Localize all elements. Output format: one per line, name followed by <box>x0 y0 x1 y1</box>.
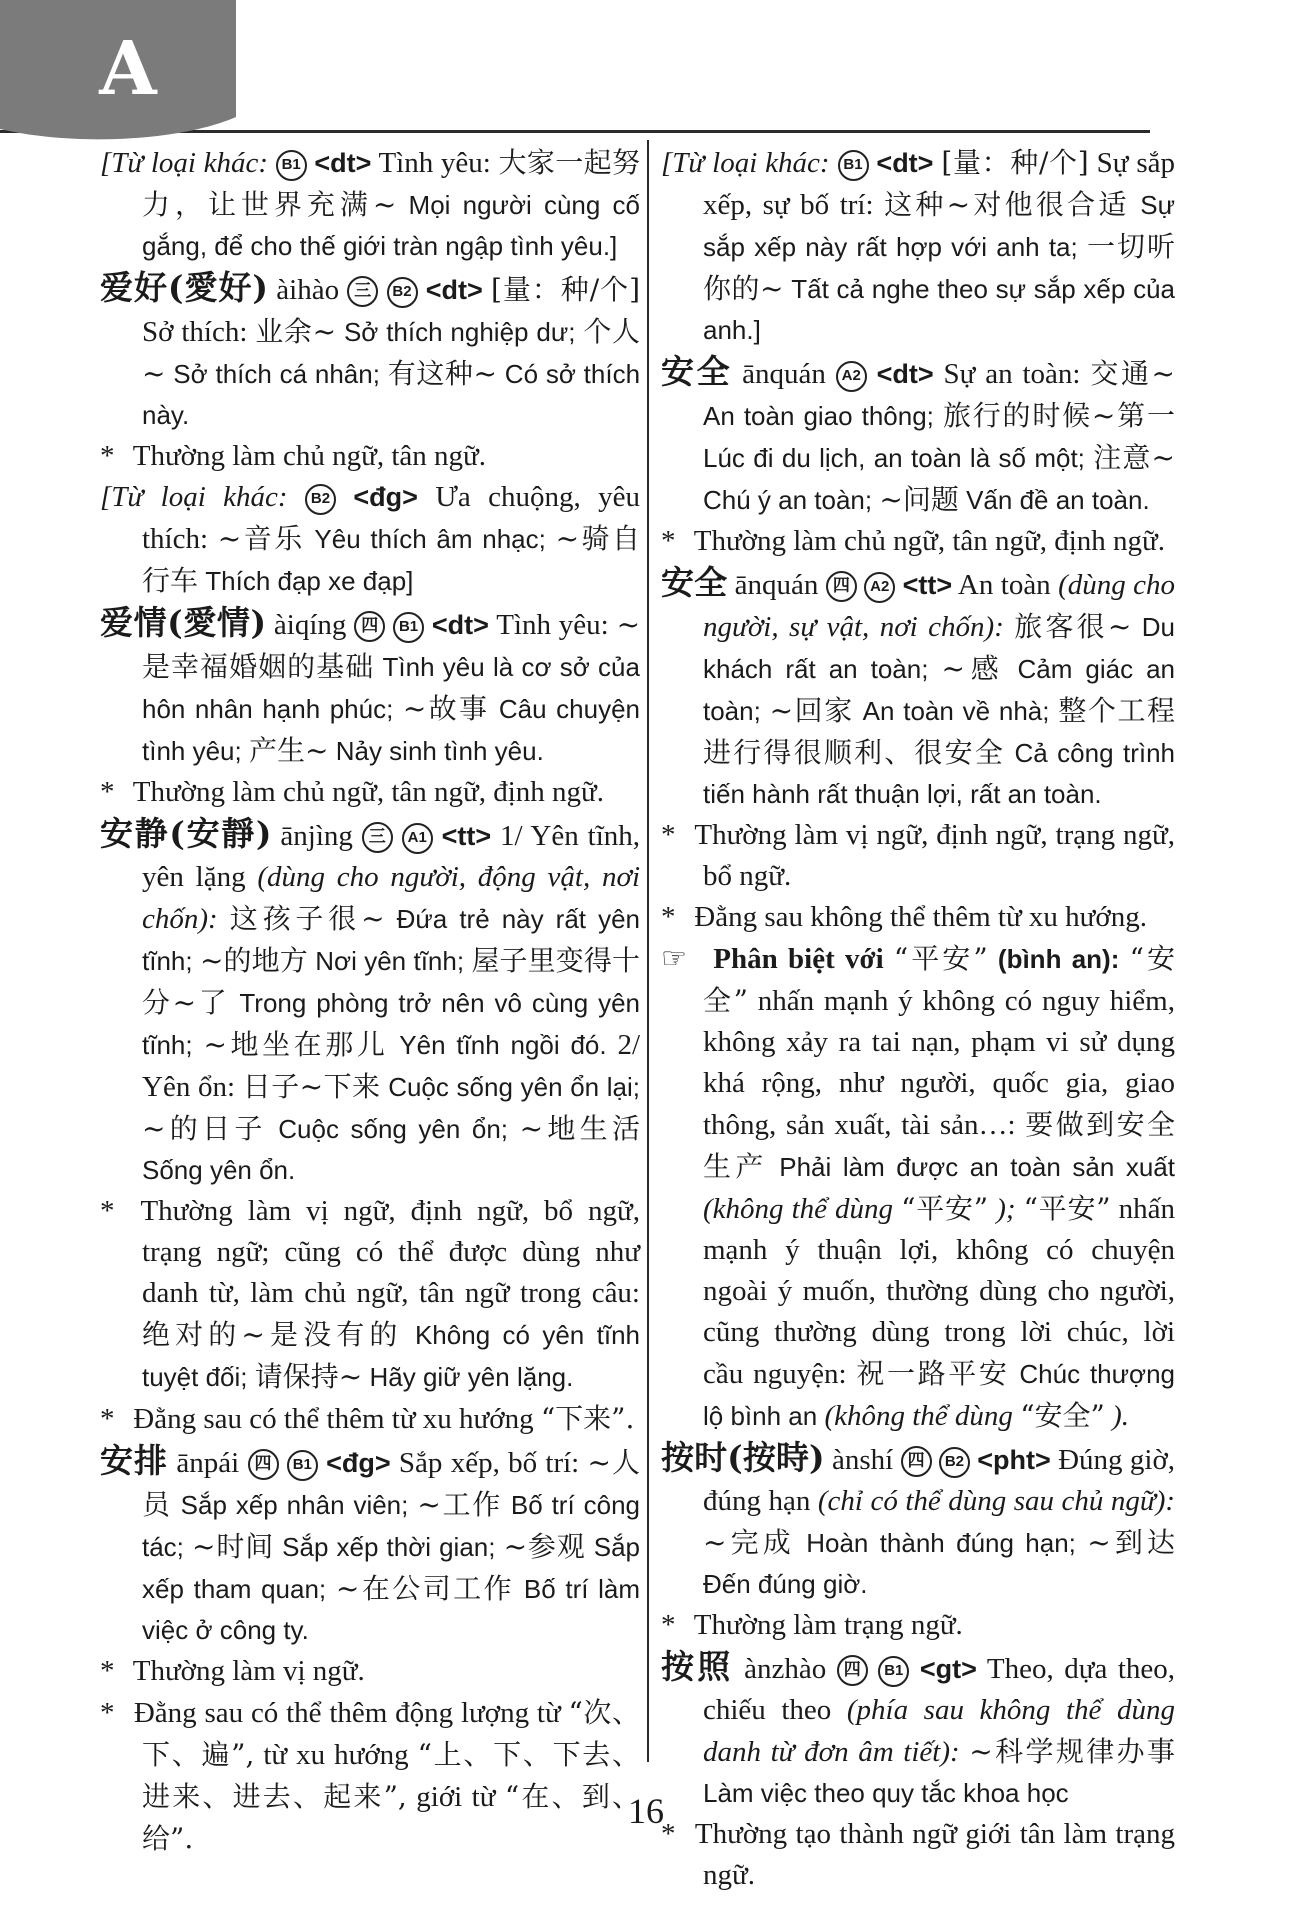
vietnamese-text: Thường làm chủ ngữ, tân ngữ. <box>132 440 486 472</box>
syllable-count-badge: 四 <box>901 1446 932 1477</box>
pinyin: ānquán <box>734 569 819 601</box>
translation-text: Chúc thượng lộ bình an <box>703 1359 1176 1431</box>
usage-note <box>100 1651 640 1692</box>
chinese-text: “下来”. <box>540 1402 635 1435</box>
pinyin: ānpái <box>176 1447 240 1479</box>
pos-tag: <tt> <box>441 821 492 851</box>
headword: 按照 <box>661 1647 734 1686</box>
vietnamese-text: Sắp xếp, bố trí: <box>398 1447 580 1479</box>
chinese-text: ~问题 <box>879 483 959 516</box>
chinese-text: ~到达 <box>1087 1526 1175 1559</box>
level-badge: B1 <box>393 612 424 643</box>
pos-tag: <pht> <box>977 1445 1051 1475</box>
other-pos-note <box>100 142 640 267</box>
chinese-text: 交通~ <box>1090 357 1176 390</box>
translation-text: Sắp xếp thời gian; <box>282 1532 496 1562</box>
translation-text: Yêu thích âm nhạc; <box>314 524 546 554</box>
chinese-text: 旅客很~ <box>1014 610 1132 643</box>
translation-text: Lúc đi du lịch, an toàn là số một; <box>703 443 1085 473</box>
vietnamese-text: Thường làm chủ ngữ, tân ngữ, định ngữ. <box>693 525 1165 557</box>
translation-text: Bố trí công tác; <box>142 1490 640 1562</box>
chinese-text: 有这种~ <box>387 357 497 390</box>
usage-note <box>661 521 1175 562</box>
translation-text: Yên tĩnh ngồi đó. <box>399 1030 607 1060</box>
level-badge: B2 <box>387 277 418 308</box>
vietnamese-text: An toàn <box>957 569 1051 601</box>
vietnamese-text: giới từ <box>416 1781 496 1813</box>
translation-text: Cuộc sống yên ổn; <box>278 1114 509 1144</box>
vietnamese-italic-text: ). <box>1112 1400 1129 1432</box>
chinese-text: “上、下、下去、进来、进去、起来”, <box>142 1738 641 1813</box>
chinese-text: ~的日子 <box>142 1112 267 1145</box>
entry-anzhao <box>661 1646 1175 1814</box>
star-marker: * <box>100 440 115 472</box>
star-marker: * <box>661 525 676 557</box>
pinyin: ānquán <box>742 358 826 390</box>
chinese-text: ~感 <box>941 652 1005 685</box>
level-badge: B1 <box>276 150 307 181</box>
chinese-text: 祝一路平安 <box>856 1357 1010 1390</box>
translation-text: Sống yên ổn. <box>142 1155 296 1185</box>
translation-text: Vấn đề an toàn. <box>966 485 1150 515</box>
headword: 安排 <box>100 1441 169 1480</box>
chinese-text: 整个工程进行得很顺利、很安全 <box>703 694 1176 769</box>
pos-tag: <dt> <box>876 148 934 178</box>
headword: 安全 <box>661 352 733 391</box>
other-pos-note <box>661 142 1175 351</box>
level-badge: A2 <box>836 361 867 392</box>
pinyin: àiqíng <box>273 609 347 641</box>
vietnamese-text: Theo, dựa theo, chiếu theo <box>703 1653 1176 1726</box>
star-marker: * <box>661 819 676 851</box>
usage-note <box>100 436 640 477</box>
chinese-text: ~的地方 <box>199 944 308 977</box>
vietnamese-text: Sự an toàn: <box>943 358 1081 390</box>
level-badge: B1 <box>287 1450 318 1481</box>
chinese-text: ~音乐 <box>217 522 305 555</box>
translation-text: Đến đúng giờ. <box>703 1569 868 1599</box>
entry-anquan-dt <box>661 351 1175 521</box>
chinese-text: 一切听你的~ <box>703 230 1175 305</box>
chinese-text: “平安” <box>893 942 988 975</box>
vietnamese-text: Thường làm trạng ngữ. <box>693 1609 963 1641</box>
translation-text: Nơi yên tĩnh; <box>315 946 465 976</box>
chinese-text: “平安” <box>901 1192 989 1225</box>
entry-anpai <box>100 1440 640 1651</box>
star-marker: * <box>100 1697 115 1729</box>
translation-bold-text: (bình an): <box>997 944 1120 974</box>
translation-text: Thích đạp xe đạp] <box>205 566 414 596</box>
vietnamese-text: Đằng sau có thể thêm từ xu hướng <box>133 1403 534 1435</box>
vietnamese-text: Đằng sau không thể thêm từ xu hướng. <box>694 901 1147 933</box>
chinese-text: 这种~对他很合适 <box>884 188 1130 221</box>
vietnamese-italic-text: (chỉ có thể dùng sau chủ ngữ): <box>817 1485 1176 1517</box>
headword: 安全 <box>661 563 728 602</box>
pinyin: àihào <box>276 274 340 306</box>
translation-text: Sở thích cá nhân; <box>173 359 380 389</box>
syllable-count-badge: 四 <box>248 1449 279 1480</box>
translation-text: Nảy sinh tình yêu. <box>335 736 544 766</box>
chinese-text: ~科学规律办事 <box>969 1735 1175 1768</box>
chinese-text: 日子~下来 <box>242 1070 381 1103</box>
entry-aiqing <box>100 602 640 772</box>
usage-note <box>661 897 1175 938</box>
translation-text: Tình yêu là cơ sở của hôn nhân hạnh phúc; <box>142 652 640 724</box>
vietnamese-text: Thường làm chủ ngữ, tân ngữ, định ngữ. <box>132 776 604 808</box>
section-tab <box>0 0 236 150</box>
vietnamese-text: Ưa chuộng, yêu thích: <box>142 481 640 555</box>
vietnamese-text: Thường làm vị ngữ, định ngữ, bổ ngữ, trạng ngữ; cũng có thể được dùng như danh từ, làm chủ ngữ, tân ngữ trong câu: <box>140 1195 640 1309</box>
translation-text: Có sở thích này. <box>142 359 641 430</box>
pos-tag: <đg> <box>353 482 418 512</box>
translation-text: Trong phòng trở nên vô cùng yên tĩnh; <box>142 988 641 1060</box>
translation-text: Sắp xếp tham quan; <box>142 1532 640 1604</box>
chinese-text: ~骑自行车 <box>142 522 641 597</box>
chinese-text: 产生~ <box>248 734 329 767</box>
column-right <box>661 142 1175 1896</box>
vietnamese-text: Thường làm vị ngữ, định ngữ, trạng ngữ, bổ ngữ. <box>694 819 1175 892</box>
vietnamese-text: Thường tạo thành ngữ giới tân làm trạng ngữ. <box>694 1818 1175 1891</box>
column-left <box>100 142 640 1860</box>
syllable-count-badge: 三 <box>362 822 393 853</box>
pinyin: ànzhào <box>744 1653 827 1685</box>
vietnamese-italic-text: (dùng cho người, sự vật, nơi chốn): <box>703 569 1175 643</box>
level-badge: B2 <box>939 1447 970 1478</box>
chinese-text: 注意~ <box>1093 441 1176 474</box>
vietnamese-italic-text: ); <box>996 1193 1016 1225</box>
chinese-text: ~人员 <box>142 1446 641 1521</box>
translation-text: Tất cả nghe theo sự sắp xếp của anh.] <box>703 274 1176 345</box>
pos-tag: <gt> <box>919 1654 977 1684</box>
pinyin: ānjìng <box>280 820 353 852</box>
star-marker: * <box>100 1195 115 1227</box>
pos-tag: <dt> <box>425 275 483 305</box>
vietnamese-text: nhấn mạnh ý không có nguy hiểm, không xảy ra tai nạn, phạm vi sử dụng khá rộng, như người, quốc gia, giao thông, sản xuất, tài sản…: <box>703 985 1175 1141</box>
translation-text: Cuộc sống yên ổn lại; <box>388 1072 641 1102</box>
translation-text: An toàn về nhà; <box>862 696 1050 726</box>
pos-tag: <đg> <box>326 1448 391 1478</box>
chinese-text: ~故事 <box>402 692 490 725</box>
translation-text: Sắp xếp nhân viên; <box>180 1490 409 1520</box>
usage-note <box>661 1605 1175 1646</box>
chinese-text: “次、下、遍”, <box>142 1696 641 1771</box>
entry-anquan-tt <box>661 562 1175 815</box>
translation-text: Đứa trẻ này rất yên tĩnh; <box>142 904 640 976</box>
chinese-text: ~时间 <box>192 1530 275 1563</box>
vietnamese-text: 1/ Yên tĩnh, yên lặng <box>142 820 641 893</box>
translation-text: Sở thích nghiệp dư; <box>343 317 576 347</box>
chinese-text: ~参观 <box>503 1530 586 1563</box>
translation-text: Du khách rất an toàn; <box>703 612 1176 684</box>
vietnamese-italic-text: (không thể dùng <box>703 1193 894 1225</box>
vietnamese-text: Thường làm vị ngữ. <box>132 1655 365 1687</box>
chinese-text: ~地生活 <box>519 1112 640 1145</box>
level-badge: A1 <box>402 823 433 854</box>
usage-note <box>100 1692 640 1860</box>
star-marker: * <box>100 1655 115 1687</box>
vietnamese-italic-text: (không thể dùng <box>824 1400 1013 1432</box>
headword: 爱情(愛情) <box>100 603 267 642</box>
vietnamese-text: Tình yêu: <box>496 609 609 641</box>
other-pos-note <box>100 477 640 602</box>
translation-text: Cảm giác an toàn; <box>703 654 1176 726</box>
entry-anshi <box>661 1437 1175 1605</box>
pos-tag: <tt> <box>902 570 953 600</box>
chinese-text: 个人~ <box>142 315 640 390</box>
chinese-text: ~完成 <box>703 1526 795 1559</box>
translation-text: An toàn giao thông; <box>703 401 934 431</box>
translation-text: Chú ý an toàn; <box>703 485 873 515</box>
column-divider <box>647 140 649 1762</box>
level-badge: B2 <box>305 484 336 515</box>
headword: 爱好(愛好) <box>100 268 269 307</box>
chinese-text: [量：种/个] <box>490 273 641 306</box>
chinese-text: 大家一起努力，让世界充满~ <box>142 146 641 221</box>
translation-text: Hoàn thành đúng hạn; <box>806 1528 1076 1558</box>
entry-anjing <box>100 813 640 1191</box>
usage-note <box>661 815 1175 897</box>
syllable-count-badge: 三 <box>347 276 378 307</box>
headword: 按时(按時) <box>661 1438 825 1477</box>
vietnamese-italic-text: (phía sau không thể dùng danh từ đơn âm tiết): <box>703 1694 1175 1768</box>
vietnamese-italic-text: (dùng cho người, động vật, nơi chốn): <box>142 861 641 935</box>
pos-tag: <dt> <box>876 359 934 389</box>
star-marker: * <box>661 1609 676 1641</box>
page-number: 16 <box>628 1791 664 1831</box>
chinese-text: 旅行的时候~第一 <box>942 399 1175 432</box>
star-marker: * <box>661 1818 676 1850</box>
pos-tag: <dt> <box>431 610 489 640</box>
usage-note <box>100 1398 640 1440</box>
chinese-text: 这孩子很~ <box>229 902 385 935</box>
translation-text: Không có yên tĩnh tuyệt đối; <box>142 1320 640 1392</box>
chinese-text: 绝对的~是没有的 <box>142 1318 403 1351</box>
chinese-text: ~是幸福婚姻的基础 <box>142 608 641 683</box>
chinese-text: ~地坐在那儿 <box>203 1028 389 1061</box>
vietnamese-bold-text: Phân biệt với <box>713 943 884 975</box>
chinese-text: ~在公司工作 <box>335 1572 515 1605</box>
translation-text: Mọi người cùng cố gắng, để cho thế giới tràn ngập tình yêu.] <box>142 190 641 261</box>
vietnamese-text: Tình yêu: <box>378 147 491 179</box>
vietnamese-italic-text: [Từ loại khác: <box>100 481 288 513</box>
level-badge: B1 <box>838 150 869 181</box>
chinese-text: 屋子里变得十分~了 <box>142 944 641 1019</box>
compare-note <box>661 938 1175 1437</box>
translation-text: Câu chuyện tình yêu; <box>142 694 640 766</box>
syllable-count-badge: 四 <box>826 571 857 602</box>
chinese-text: [量：种/个] <box>941 146 1089 179</box>
chinese-text: “在、到、给”. <box>142 1780 641 1855</box>
vietnamese-text: Sự sắp xếp, sự bố trí: <box>703 147 1175 221</box>
chinese-text: “安全” <box>1020 1399 1105 1432</box>
star-marker: * <box>661 901 676 933</box>
syllable-count-badge: 四 <box>354 611 385 642</box>
vietnamese-italic-text: [Từ loại khác: <box>100 147 269 179</box>
pinyin: ànshí <box>832 1444 894 1476</box>
translation-text: Bố trí làm việc ở công ty. <box>142 1574 641 1645</box>
pointing-hand-icon: ☞ <box>661 941 687 975</box>
translation-text: Phải làm được an toàn sản xuất <box>779 1152 1175 1182</box>
pos-tag: <dt> <box>314 148 372 178</box>
syllable-count-badge: 四 <box>837 1655 868 1686</box>
vietnamese-italic-text: [Từ loại khác: <box>661 147 830 179</box>
usage-note <box>100 772 640 813</box>
translation-text: Sự sắp xếp này rất hợp với anh ta; <box>703 190 1175 262</box>
translation-text: Hãy giữ yên lặng. <box>369 1362 574 1392</box>
translation-text: Cả công trình tiến hành rất thuận lợi, rất an toàn. <box>703 738 1175 809</box>
vietnamese-text: từ xu hướng <box>263 1739 409 1771</box>
usage-note <box>100 1191 640 1398</box>
level-badge: A2 <box>864 572 895 603</box>
vietnamese-text: Đúng giờ, đúng hạn <box>703 1444 1176 1517</box>
vietnamese-text: 2/ Yên ổn: <box>142 1029 641 1103</box>
chinese-text: ~工作 <box>417 1488 502 1521</box>
entry-aihao <box>100 267 640 436</box>
vietnamese-text: nhấn mạnh ý thuận lợi, không có chuyện ngoài ý muốn, thường dùng cho người, cũng thường dùng trong lời chúc, lời cầu nguyện: <box>703 1193 1176 1390</box>
vietnamese-text: Sở thích: <box>142 316 248 348</box>
section-letter: A <box>99 26 157 112</box>
chinese-text: 要做到安全生产 <box>703 1108 1175 1183</box>
level-badge: B1 <box>878 1656 909 1687</box>
vietnamese-text: Đằng sau có thể thêm động lượng từ <box>133 1697 561 1729</box>
chinese-text: 业余~ <box>255 315 337 348</box>
chinese-text: “安全” <box>703 942 1175 1017</box>
star-marker: * <box>100 1403 115 1435</box>
chinese-text: 请保持~ <box>254 1360 363 1393</box>
headword: 安静(安靜) <box>100 814 272 853</box>
chinese-text: “平安” <box>1023 1192 1111 1225</box>
star-marker: * <box>100 776 115 808</box>
chinese-text: ~回家 <box>769 694 854 727</box>
translation-text: Làm việc theo quy tắc khoa học <box>703 1778 1069 1808</box>
